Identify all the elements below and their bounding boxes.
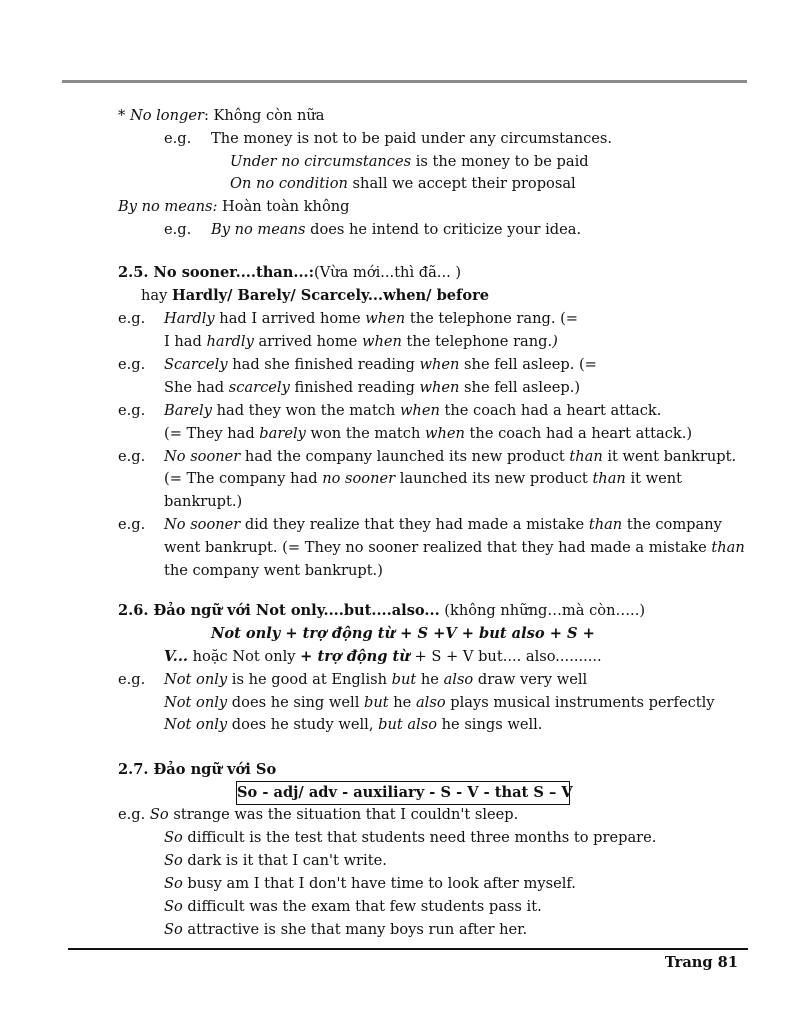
example-text: Not only does he study well, but also he sings well. [164,716,543,733]
example-line: e.g. [164,221,192,238]
example-text: the company went bankrupt.) [164,562,383,579]
example-text: bankrupt.) [164,493,243,510]
no-longer-line: * No longer: Không còn nữa [118,107,325,124]
example-text: The money is not to be paid under any circumstances. [211,130,613,147]
example-text: Not only is he good at English but he also draw very well [164,671,588,688]
example-text: By no means does he intend to criticize your idea. [211,221,582,238]
eg-label: e.g. [118,310,146,327]
section-subheading: hay Hardly/ Barely/ Scarcely...when/ before [141,287,490,304]
eg-label: e.g. [118,356,146,373]
formula-line: V... hoặc Not only + trợ động từ + S + V but.... also.......... [164,648,602,665]
example-text: So difficult was the exam that few students pass it. [164,898,542,915]
example-text: Under no circumstances is the money to be paid [230,153,589,170]
example-text: So attractive is she that many boys run after her. [164,921,528,938]
example-text: (= They had barely won the match when the coach had a heart attack.) [164,425,693,442]
section-heading-2-7: 2.7. Đảo ngữ với So [118,761,277,778]
example-text: Hardly had I arrived home when the telephone rang. (= [164,310,579,327]
section-heading-2-6: 2.6. Đảo ngữ với Not only....but....also... (không những…mà còn…..) [118,602,646,619]
header-rule [62,80,747,83]
example-line: e.g. [164,130,192,147]
example-text: I had hardly arrived home when the telephone rang.) [164,333,558,350]
by-no-means-line: By no means: Hoàn toàn không [118,198,350,215]
example-text: (= The company had no sooner launched its new product than it went [164,470,683,487]
eg-label: e.g. [118,516,146,533]
page-number: Trang 81 [664,954,738,971]
formula-box: So - adj/ adv - auxiliary - S - V - that S – V [236,781,570,805]
eg-label: e.g. [118,448,146,465]
footer-rule [68,948,748,950]
example-text: No sooner had the company launched its new product than it went bankrupt. [164,448,737,465]
example-text: On no condition shall we accept their proposal [230,175,576,192]
example-text: No sooner did they realize that they had made a mistake than the company [164,516,722,533]
example-text: Barely had they won the match when the coach had a heart attack. [164,402,662,419]
example-text: So dark is it that I can't write. [164,852,387,869]
eg-label: e.g. [118,671,146,688]
example-text: So busy am I that I don't have time to look after myself. [164,875,576,892]
example-text: She had scarcely finished reading when she fell asleep.) [164,379,581,396]
formula-line: Not only + trợ động từ + S +V + but also + S + [211,625,595,642]
section-heading-2-5: 2.5. No sooner....than...:(Vừa mới...thì đã... ) [118,264,462,281]
example-text: Not only does he sing well but he also plays musical instruments perfectly [164,694,715,711]
example-text: So difficult is the test that students need three months to prepare. [164,829,657,846]
eg-label: e.g. [118,402,146,419]
example-text: e.g. So strange was the situation that I couldn't sleep. [118,806,519,823]
example-text: went bankrupt. (= They no sooner realized that they had made a mistake than [164,539,745,556]
example-text: Scarcely had she finished reading when she fell asleep. (= [164,356,597,373]
